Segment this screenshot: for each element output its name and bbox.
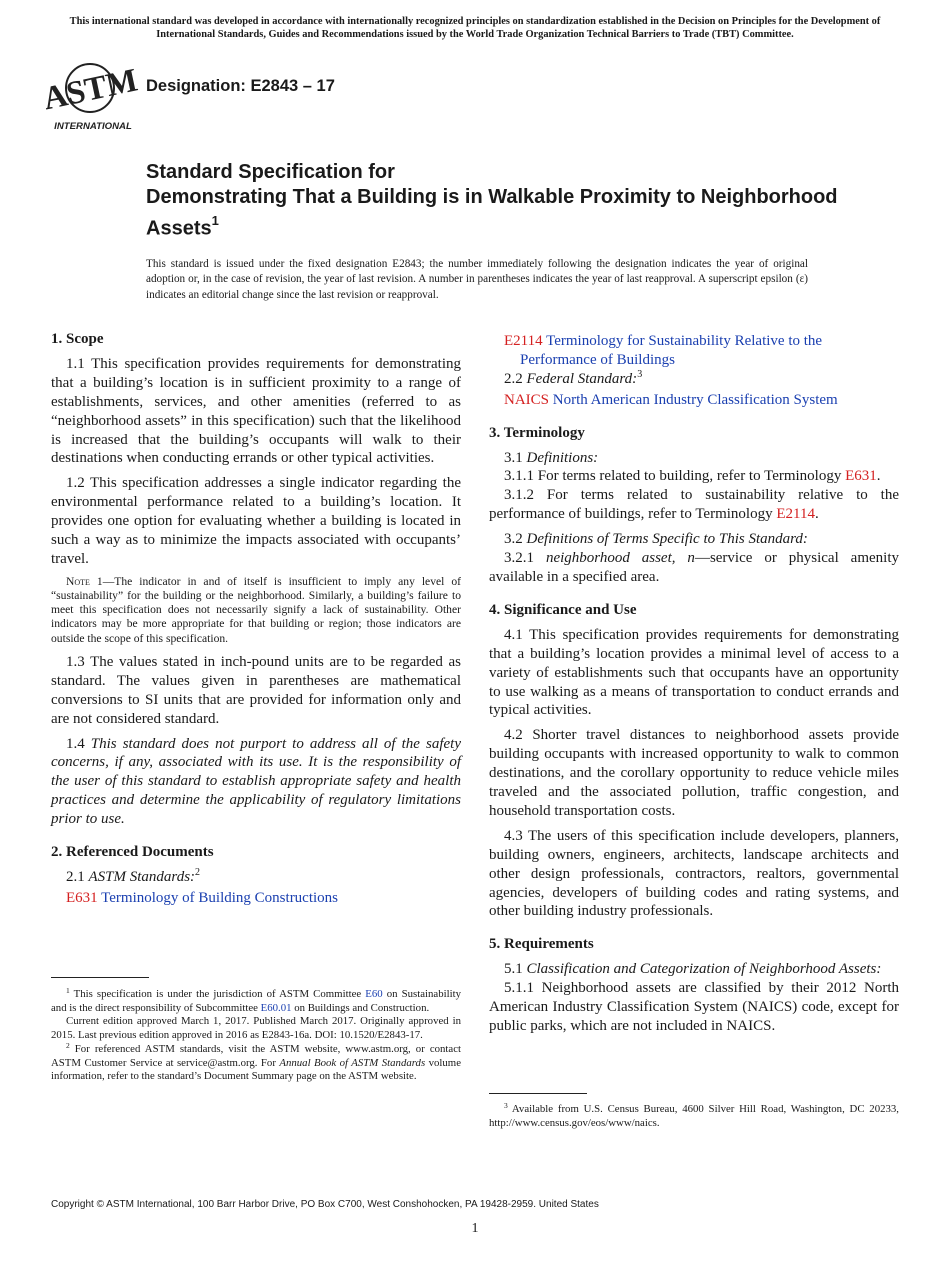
terminology-heading: 3. Terminology: [489, 424, 585, 441]
title-line-2: [146, 185, 866, 242]
ref-e2114: [504, 332, 899, 370]
paragraph-1-1: 1.1 This specification provides requirements for demonstrating that a building’s location is in sufficient proximity to a range of establishments, services, and other amenities (referred to as “neighborhood assets” in this specification) such that the likelihood is increased that the building’s occupants will walk to their destinations when conducting errands or other typical activities.: [51, 355, 461, 467]
right-column: [489, 332, 899, 1042]
footnote-2: [51, 1040, 461, 1084]
link-e60[interactable]: E60: [365, 988, 383, 1000]
link-e631[interactable]: E631: [66, 889, 98, 906]
p5-1-num: 5.1: [504, 961, 527, 978]
logo-mark: ASTM: [40, 62, 141, 118]
copyright-line: Copyright © ASTM International, 100 Barr Harbor Drive, PO Box C700, West Conshohocken, PA 19428-2959. United States: [51, 1199, 599, 1210]
astm-logo: [40, 56, 141, 134]
link-e2114[interactable]: E2114: [504, 333, 543, 349]
fn3-mark: 3: [504, 1101, 508, 1110]
federal-standard-line: [489, 370, 899, 391]
note-text: 1—The indicator in and of itself is insufficient to imply any level of “sustainability” for the building or the neighborhood. Similarly, a building’s failure to meet this specification does not necessarily signify a lack of sustainability. Other indicators may be more appropriate for that building or region; those indicators are outside the scope of this specification.: [51, 574, 461, 645]
footnotes-right: [489, 1103, 899, 1130]
fn1-mark: 1: [66, 986, 70, 995]
fn3-text: Available from U.S. Census Bureau, 4600 Silver Hill Road, Washington, DC 20233, http://www.census.gov/eos/www/naics.: [489, 1103, 899, 1129]
document-title: [146, 160, 866, 242]
link-e60-01[interactable]: E60.01: [260, 1001, 292, 1014]
paragraph-1-2: 1.2 This specification addresses a single indicator regarding the environmental performance related to a building’s location. It provides one option for evaluating whether a building is located in such a way as to minimize the impacts associated with occupants’ travel.: [51, 475, 461, 567]
specific-definitions-num: 3.2: [504, 531, 527, 548]
left-column: [51, 330, 461, 908]
federal-standard-label: Federal Standard:: [526, 370, 638, 387]
paragraph-1-4: [51, 735, 461, 830]
definitions-num: 3.1: [504, 449, 527, 466]
link-e631-title[interactable]: Terminology of Building Constructions: [101, 889, 339, 906]
ref-e631: [66, 889, 461, 908]
fn2-text-b: volume information, refer to the standard’s Document Summary page on the ASTM website.: [51, 1056, 461, 1083]
paragraph-4-2: 4.2 Shorter travel distances to neighborhood assets provide building occupants with increased opportunity to walk to common destinations, and the corollary opportunity to reduce vehicle miles traveled and the associated pollution, traffic congestion, and household transportation costs.: [489, 727, 899, 819]
paragraph-3-2-1: [489, 549, 899, 587]
significance-heading: 4. Significance and Use: [489, 601, 637, 618]
link-naics-title[interactable]: North American Industry Classification System: [552, 391, 838, 408]
paragraph-5-1: [489, 960, 899, 979]
footnote-1-edition: Current edition approved March 1, 2017. Published March 2017. Originally approved in 2015. Last previous edition approved in 2016 as E2843-16a. DOI: 10.1520/E2843-17.: [51, 1015, 461, 1042]
specific-definitions-line: [489, 530, 899, 549]
p3-2-1-text: —service or physical amenity available in a specified area.: [489, 550, 899, 585]
federal-standard-fn: 3: [637, 368, 643, 380]
p3-1-2-text: 3.1.2 For terms related to sustainability relative to the performance of buildings, refer to Terminology: [489, 487, 899, 523]
requirements-heading: 5. Requirements: [489, 936, 594, 953]
astm-standards-fn: 2: [195, 866, 201, 878]
paragraph-1-4-num: 1.4: [66, 735, 91, 752]
paragraph-1-4-text: This standard does not purport to address all of the safety concerns, if any, associated with its use. It is the responsibility of the user of this standard to establish appropriate safety and health practices and determine the applicability of regulatory limitations prior to use.: [51, 735, 461, 828]
link-naics[interactable]: NAICS: [504, 391, 550, 408]
fn1-text-c: on Buildings and Construction.: [291, 1001, 430, 1014]
federal-standard-num: 2.2: [504, 370, 527, 387]
issuance-statement: This standard is issued under the fixed designation E2843; the number immediately following the designation indicates the year of original adoption or, in the case of revision, the year of last revision. A number in parentheses indicates the year of last reapproval. A superscript epsilon (ε) indicates an editorial change since the last revision or reapproval.: [146, 258, 808, 301]
link-e631-term[interactable]: E631: [845, 468, 877, 485]
paragraph-4-3: 4.3 The users of this specification include developers, planners, building owners, engineers, architects, landscape architects and other design professionals, contractors, realtors, governmental agencies, developers of building codes and rating systems, and other building industry professionals.: [489, 827, 899, 920]
footnote-rule-right: [489, 1093, 587, 1094]
paragraph-3-1-1: 3.1.1 For terms related to building, refer to Terminology E631.: [504, 468, 881, 485]
note-label: Note: [66, 574, 90, 588]
astm-standards-label: ASTM Standards:: [88, 868, 196, 885]
footnote-rule-left: [51, 977, 149, 978]
top-notice: This international standard was developed in accordance with internationally recognized principles on standardization established in the Decision on Principles for the Development of International Standards, Guides and Recommendations issued by the World Trade Organization Technical Barriers to Trade (TBT) Committee.: [69, 16, 881, 40]
astm-standards-num: 2.1: [66, 868, 89, 885]
ref-naics: [504, 391, 899, 410]
link-e2114-term[interactable]: E2114: [776, 506, 815, 523]
note-1: [51, 575, 461, 646]
logo-text: INTERNATIONAL: [54, 121, 132, 132]
fn1-text-b: on Sustainability and is the direct responsibility of Subcommittee: [51, 988, 461, 1014]
footnotes-left: [51, 988, 461, 1084]
footnote-3: [489, 1103, 899, 1130]
paragraph-3-1-2: 3.1.2 For terms related to sustainability relative to the performance of buildings, refer to Terminology E2114.: [489, 487, 899, 523]
fn2-italic: Annual Book of ASTM Standards: [279, 1056, 426, 1069]
paragraph-1-3: 1.3 The values stated in inch-pound units are to be regarded as standard. The values given in parentheses are mathematical conversions to SI units that are provided for information only and are not considered standard.: [51, 653, 461, 727]
paragraph-5-1-1: 5.1.1 Neighborhood assets are classified by their 2012 North American Industry Classification System (NAICS) code, except for public parks, which are not included in NAICS.: [489, 980, 899, 1034]
definitions-label: Definitions:: [526, 449, 599, 466]
designation: Designation: E2843 – 17: [146, 77, 335, 95]
p3-1-1-text: 3.1.1 For terms related to building, refer to Terminology: [504, 468, 846, 485]
astm-standards-line: [51, 868, 461, 889]
footnote-1: [51, 988, 461, 1015]
title-line-1: Standard Specification for: [146, 161, 395, 183]
p5-1-label: Classification and Categorization of Neighborhood Assets:: [526, 961, 882, 978]
p3-2-1-term: neighborhood asset, n: [545, 550, 695, 567]
specific-definitions-label: Definitions of Terms Specific to This Standard:: [526, 531, 808, 548]
fn1-text-a: This specification is under the jurisdiction of ASTM Committee: [69, 988, 366, 1000]
page-number: 1: [471, 1221, 479, 1236]
fn2-mark: 2: [66, 1040, 70, 1050]
scope-heading: 1. Scope: [51, 331, 104, 347]
link-e2114-title[interactable]: Terminology for Sustainability Relative to the Performance of Buildings: [520, 333, 823, 368]
definitions-line: [489, 449, 899, 468]
p3-2-1-num: 3.2.1: [504, 550, 546, 567]
fn2-text-a: For referenced ASTM standards, visit the ASTM website, www.astm.org, or contact ASTM Customer Service at service@astm.org. For: [51, 1042, 461, 1069]
referenced-heading: 2. Referenced Documents: [51, 844, 214, 861]
title-main: Demonstrating That a Building is in Walkable Proximity to Neighborhood Assets: [146, 186, 838, 240]
title-footnote-mark: 1: [211, 213, 219, 228]
paragraph-4-1: 4.1 This specification provides requirements for demonstrating that a building’s location provides a minimal level of access to a variety of establishments such that occupants have an opportunity to use walking as a means of transportation to conduct errands and typical activities.: [489, 626, 899, 719]
